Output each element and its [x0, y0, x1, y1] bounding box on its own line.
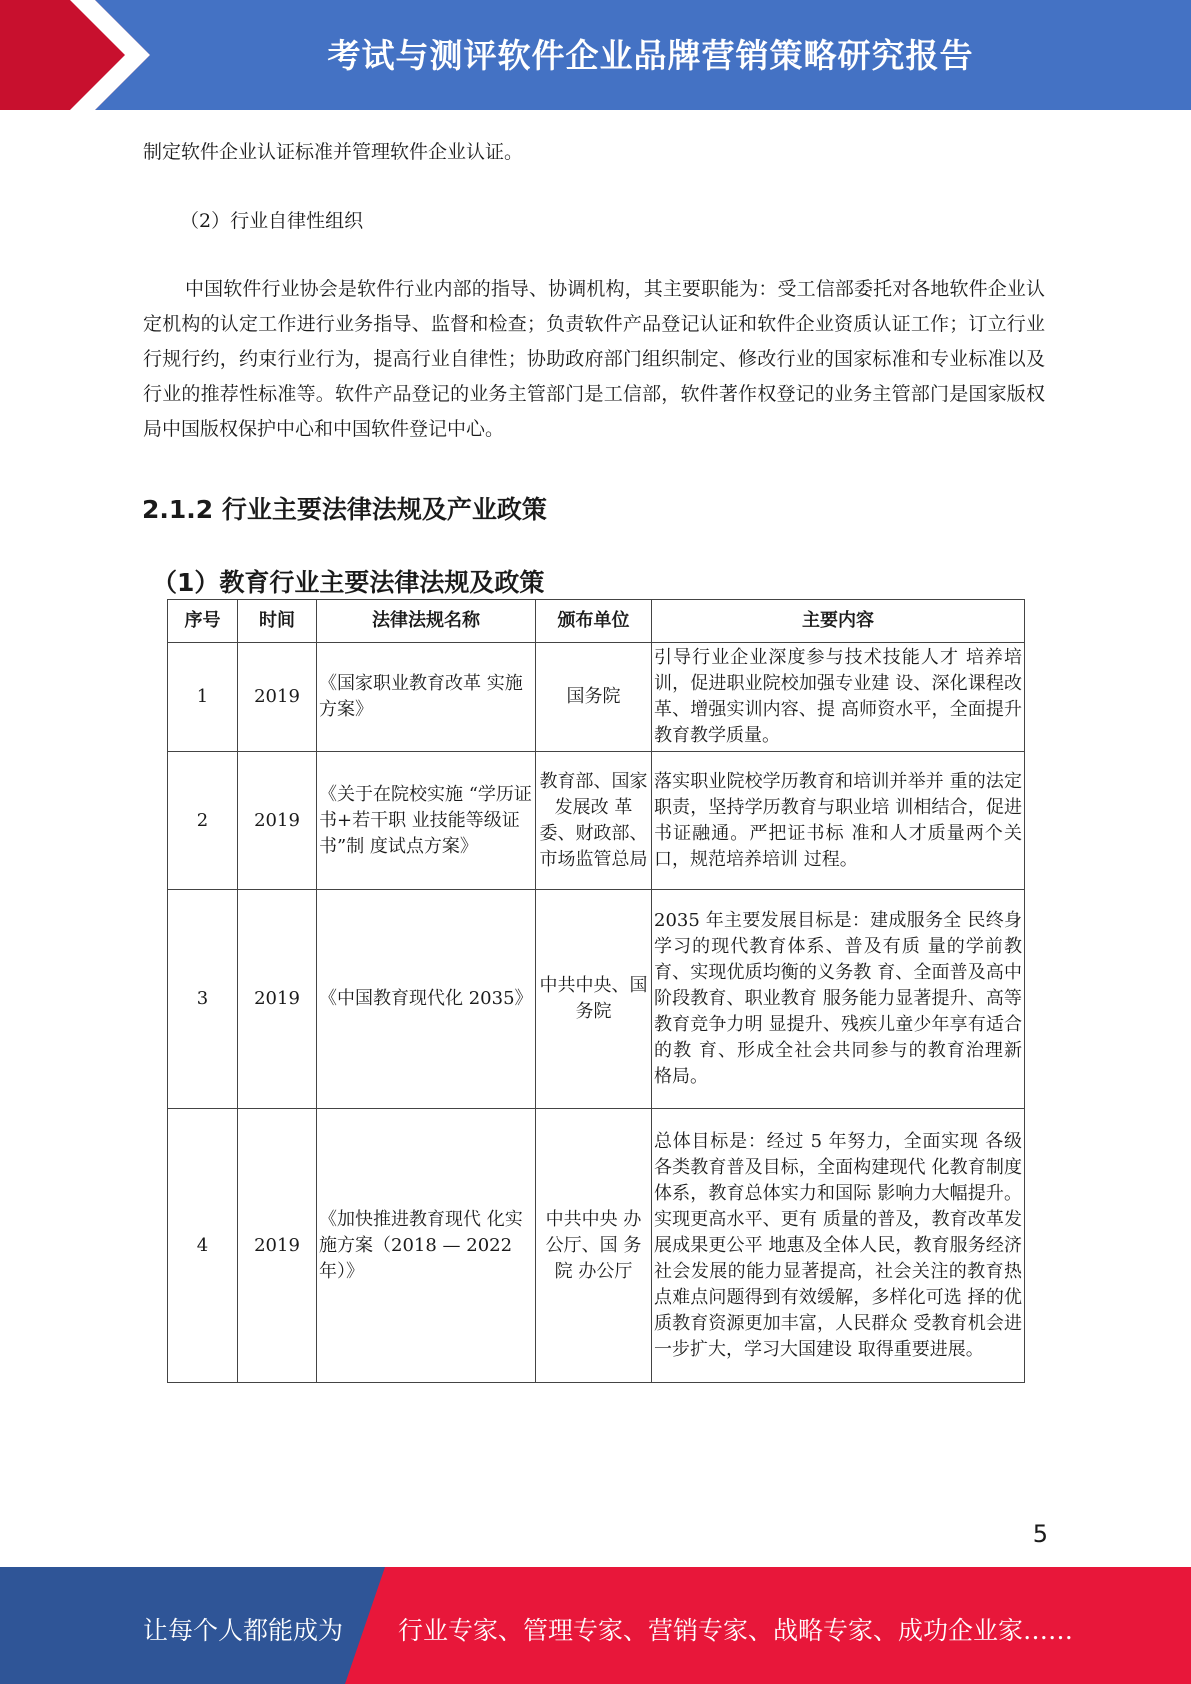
table-row — [168, 752, 1025, 890]
footer-slogan-left: 让每个人都能成为 — [143, 1616, 344, 1645]
cell-no: 4 — [168, 1109, 238, 1383]
paragraph-association: 中国软件行业协会是软件行业内部的指导、协调机构，其主要职能为：受工信部委托对各地软件企业认定机构的认定工作进行业务指导、监督和检查；负责软件产品登记认证和软件企业资质认证工作；订立行业行规行约，约束行业行为，提高行业自律性；协助政府部门组织制定、修改行业的国家标准和专业标准以及行业的推荐性标准等。软件产品登记的业务主管部门是工信部，软件著作权登记的业务主管部门是国家版权局中国版权保护中心和中国软件登记中心。 — [143, 278, 1045, 440]
footer-slogan-right: 行业专家、管理专家、营销专家、战略专家、成功企业家…… — [398, 1616, 1074, 1645]
cell-issuer: 教育部、国家发展改 革委、财政部、市场监管总局 — [536, 752, 652, 890]
subsection-heading: （1）教育行业主要法律法规及政策 — [152, 568, 545, 597]
column-header-name: 法律法规名称 — [317, 600, 536, 643]
cell-year: 2019 — [238, 890, 317, 1109]
cell-year: 2019 — [238, 643, 317, 752]
cell-issuer: 中共中央 办公厅、国 务院 办公厅 — [536, 1109, 652, 1383]
report-title: 考试与测评软件企业品牌营销策略研究报告 — [327, 36, 974, 75]
cell-content: 2035 年主要发展目标是：建成服务全 民终身学习的现代教育体系、普及有质 量的学前教育、实现优质均衡的义务教 育、全面普及高中阶段教育、职业教育 服务能力显著提升、高等教育竞争力明 显提升、残疾儿童少年享有适合的教 育、形成全社会共同参与的教育治理新 格局。 — [652, 890, 1025, 1109]
column-header-issuer: 颁布单位 — [536, 600, 652, 643]
section-heading: 2.1.2 行业主要法律法规及产业政策 — [142, 495, 547, 524]
page-footer — [0, 1567, 1191, 1684]
table-header-row — [168, 600, 1025, 643]
cell-content: 总体目标是：经过 5 年努力，全面实现 各级各类教育普及目标，全面构建现代 化教育制度体系，教育总体实力和国际 影响力大幅提升。实现更高水平、更有 质量的普及，教育改革发展成果更公平 地惠及全体人民，教育服务经济社会发展的能力显著提高，社会关注的教育热 点难点问题得到有效缓解，多样化可选 择的优质教育资源更加丰富，人民群众 受教育机会进一步扩大，学习大国建设 取得重要进展。 — [652, 1109, 1025, 1383]
page-header — [0, 0, 1191, 110]
cell-no: 1 — [168, 643, 238, 752]
cell-name: 《国家职业教育改革 实施方案》 — [317, 643, 536, 752]
table-row — [168, 643, 1025, 752]
cell-content: 落实职业院校学历教育和培训并举并 重的法定职责，坚持学历教育与职业培 训相结合，促进书证融通。严把证书标 准和人才质量两个关口，规范培养培训 过程。 — [652, 752, 1025, 890]
paragraph-certification: 制定软件企业认证标准并管理软件企业认证。 — [143, 141, 524, 163]
cell-name: 《加快推进教育现代 化实施方案（2018 — 2022 年）》 — [317, 1109, 536, 1383]
column-header-content: 主要内容 — [652, 600, 1025, 643]
paragraph-self-regulatory-heading: （2）行业自律性组织 — [180, 210, 364, 232]
column-header-no: 序号 — [168, 600, 238, 643]
cell-year: 2019 — [238, 1109, 317, 1383]
page-number: 5 — [1032, 1520, 1048, 1548]
cell-no: 3 — [168, 890, 238, 1109]
table-row — [168, 890, 1025, 1109]
cell-issuer: 中共中央、国务院 — [536, 890, 652, 1109]
column-header-year: 时间 — [238, 600, 317, 643]
cell-name: 《关于在院校实施 “学历证书+若干职 业技能等级证书”制 度试点方案》 — [317, 752, 536, 890]
cell-name: 《中国教育现代化 2035》 — [317, 890, 536, 1109]
cell-issuer: 国务院 — [536, 643, 652, 752]
education-laws-table — [167, 599, 1025, 1383]
cell-year: 2019 — [238, 752, 317, 890]
cell-content: 引导行业企业深度参与技术技能人才 培养培训，促进职业院校加强专业建 设、深化课程改革、增强实训内容、提 高师资水平，全面提升教育教学质量。 — [652, 643, 1025, 752]
table-row — [168, 1109, 1025, 1383]
cell-no: 2 — [168, 752, 238, 890]
